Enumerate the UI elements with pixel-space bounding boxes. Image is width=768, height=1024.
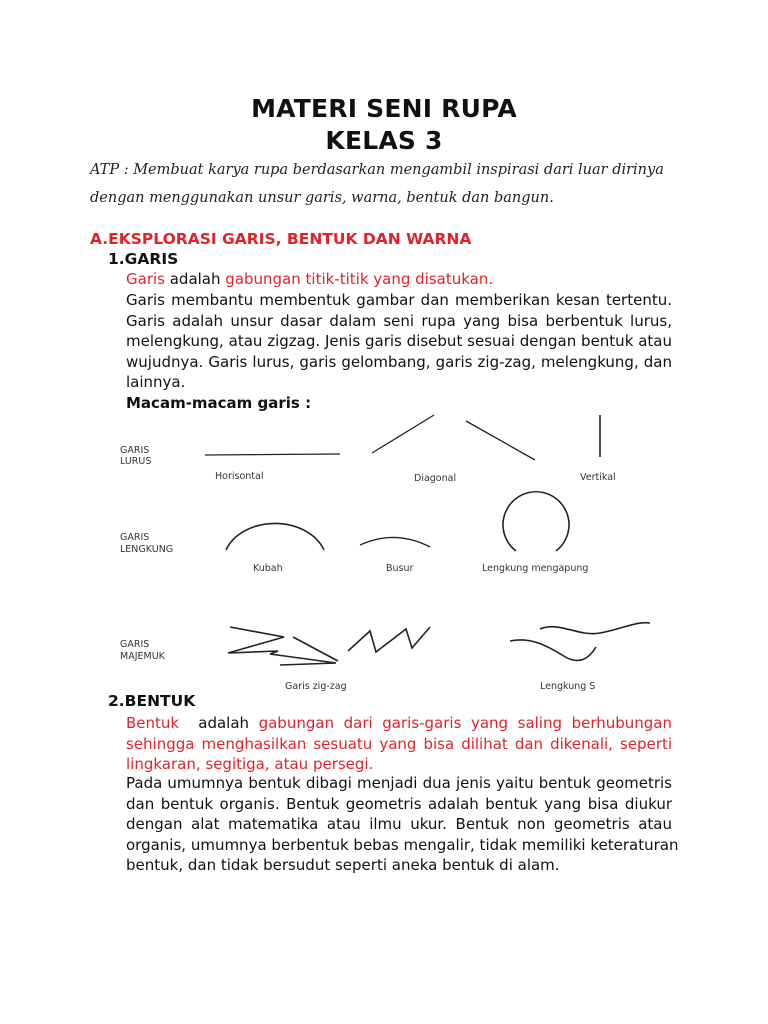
garis-heading: 1.GARIS: [108, 250, 179, 268]
bentuk-para-line-4: organis, umumnya berbentuk bebas mengalir, tidak memiliki keteraturan: [126, 835, 679, 854]
lengkung-mengapung-line: [503, 492, 569, 551]
garis-para-line-2: Garis adalah unsur dasar dalam seni rupa yang bisa berbentuk lurus,: [126, 311, 672, 330]
bentuk-heading: 2.BENTUK: [108, 692, 196, 710]
bentuk-para-line-3: dengan alat matematika atau ilmu ukur. Bentuk non geometris atau: [126, 815, 672, 833]
bentuk-definition: [126, 713, 672, 775]
bentuk-term: Bentuk: [126, 714, 180, 732]
busur-line: [360, 537, 430, 547]
page-title: MATERI SENI RUPA: [251, 94, 517, 123]
garis-term: Garis: [126, 270, 165, 288]
caption-kubah: Kubah: [253, 563, 283, 574]
bentuk-def-line-1: gabungan dari garis-garis yang saling berhubungan: [258, 714, 672, 732]
row1-label-1: GARIS: [120, 445, 150, 456]
atp-block: [90, 156, 690, 212]
atp-line-2: dengan menggunakan unsur garis, warna, bentuk dan bangun.: [90, 190, 554, 206]
bentuk-def-connector: adalah: [179, 714, 259, 732]
bentuk-para-line-2: dan bentuk organis. Bentuk geometris adalah bentuk yang bisa diukur: [126, 794, 672, 813]
zigzag-line-1: [228, 627, 336, 665]
kubah-line: [226, 523, 324, 550]
row3-label-1: GARIS: [120, 639, 150, 650]
caption-garis-zigzag: Garis zig-zag: [285, 681, 347, 692]
garis-def-text: gabungan titik-titik yang disatukan.: [225, 270, 494, 288]
zigzag-line-3: [348, 627, 430, 652]
caption-diagonal: Diagonal: [414, 473, 457, 484]
atp-line-1: ATP : Membuat karya rupa berdasarkan mengambil inspirasi dari luar dirinya: [90, 162, 664, 178]
bentuk-para-line-1: Pada umumnya bentuk dibagi menjadi dua jenis yaitu bentuk geometris: [126, 774, 672, 792]
line-types-figure: [110, 405, 650, 695]
caption-lengkung-s: Lengkung S: [540, 681, 596, 692]
bentuk-def-line-2: sehingga menghasilkan sesuatu yang bisa dilihat dan dikenali, seperti: [126, 734, 672, 753]
macam-garis-heading: Macam-macam garis :: [126, 394, 312, 412]
horizontal-line: [205, 454, 340, 455]
row1-label-2: LURUS: [120, 456, 152, 467]
caption-vertikal: Vertikal: [580, 472, 616, 483]
garis-definition: [126, 269, 672, 290]
caption-horisontal: Horisontal: [215, 471, 264, 482]
row2-label-1: GARIS: [120, 532, 150, 543]
bentuk-paragraph: [126, 773, 679, 876]
bentuk-para-line-5: bentuk, dan tidak bersudut seperti aneka bentuk di alam.: [126, 856, 560, 874]
row2-label-2: LENGKUNG: [120, 544, 174, 555]
lengkung-s-lower: [510, 640, 596, 661]
diagonal-line-down: [466, 421, 535, 460]
lengkung-s-upper: [540, 623, 650, 634]
garis-def-connector: adalah: [164, 270, 226, 288]
bentuk-def-line-3: lingkaran, segitiga, atau persegi.: [126, 755, 374, 773]
diagonal-line-up: [372, 415, 434, 453]
caption-lengkung-mengapung: Lengkung mengapung: [482, 563, 589, 574]
garis-para-line-5: lainnya.: [126, 373, 186, 391]
page-subtitle: KELAS 3: [325, 126, 443, 155]
garis-para-line-4: wujudnya. Garis lurus, garis gelombang, garis zig-zag, melengkung, dan: [126, 352, 672, 371]
garis-para-line-3: melengkung, atau zigzag. Jenis garis disebut sesuai dengan bentuk atau: [126, 332, 672, 350]
garis-paragraph: [126, 290, 672, 393]
section-a-heading: A.EKSPLORASI GARIS, BENTUK DAN WARNA: [90, 230, 472, 248]
caption-busur: Busur: [386, 563, 414, 574]
garis-para-line-1: Garis membantu membentuk gambar dan memberikan kesan tertentu.: [126, 291, 672, 309]
row3-label-2: MAJEMUK: [120, 651, 165, 662]
